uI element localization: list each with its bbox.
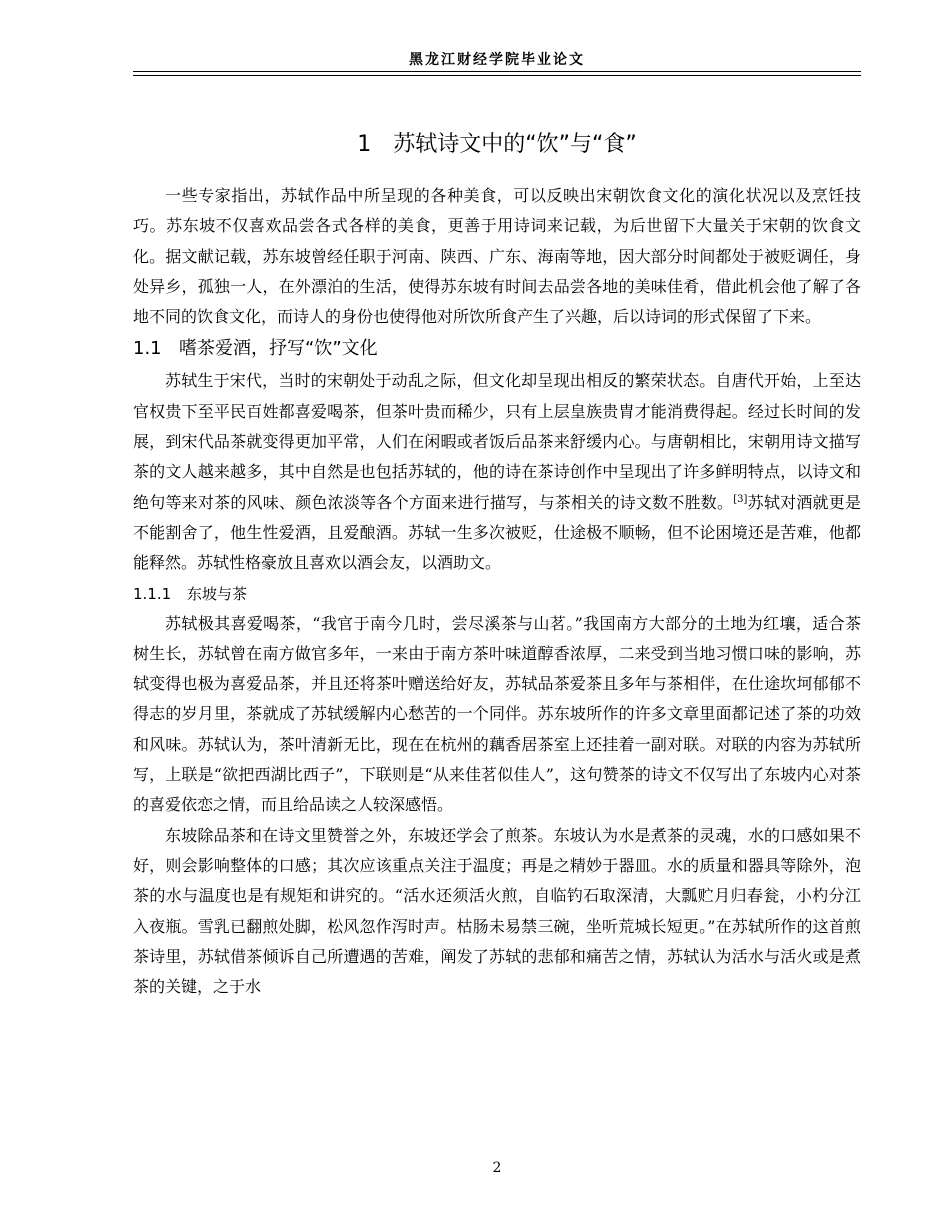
chapter-title-text: 苏轼诗文中的“饮”与“食” (393, 132, 637, 157)
page-number: 2 (492, 1160, 502, 1176)
section-heading (133, 332, 861, 366)
subsection-heading (133, 579, 861, 609)
chapter-number: 1 (357, 132, 372, 157)
chapter-title (133, 130, 861, 160)
document-body (133, 181, 861, 1002)
section-paragraph-part1: 苏轼生于宋代，当时的宋朝处于动乱之际，但文化却呈现出相反的繁荣状态。自唐代开始，上至达官权贵下至平民百姓都喜爱喝茶，但茶叶贵而稀少，只有上层皇族贵胄才能消费得起。经过长时间的发展，到宋代品茶就变得更加平常，人们在闲暇或者饭后品茶来舒缓内心。与唐朝相比，宋朝用诗文描写茶的文人越来越多，其中自然是也包括苏轼的，他的诗在茶诗创作中呈现出了许多鲜明特点，以诗文和绝句等来对茶的风味、颜色浓淡等各个方面来进行描写，与茶相关的诗文数不胜数。 (133, 371, 861, 512)
running-header: 黑龙江财经学院毕业论文 (409, 52, 585, 68)
subsection-title: 东坡与茶 (187, 584, 248, 603)
section-number: 1.1 (133, 338, 162, 360)
header-rule-thin (133, 75, 861, 76)
citation-reference: [3] (733, 493, 748, 505)
section-paragraph-part2: 苏轼对酒就更是不能割舍了，他生性爱酒，且爱酿酒。苏轼一生多次被贬，仕途极不顺畅，但不论困境还是苦难，他都能释然。苏轼性格豪放且喜欢以酒会友，以酒助文。 (133, 492, 861, 573)
intro-paragraph: 一些专家指出，苏轼作品中所呈现的各种美食，可以反映出宋朝饮食文化的演化状况以及烹饪技巧。苏东坡不仅喜欢品尝各式各样的美食，更善于用诗词来记载，为后世留下大量关于宋朝的饮食文化。据文献记载，苏东坡曾经任职于河南、陕西、广东、海南等地，因大部分时间都处于被贬调任，身处异乡，孤独一人，在外漂泊的生活，使得苏东坡有时间去品尝各地的美味佳肴，借此机会他了解了各地不同的饮食文化，而诗人的身份也使得他对所饮所食产生了兴趣，后以诗词的形式保留了下来。 (133, 186, 861, 327)
subsection-paragraph-1: 苏轼极其喜爱喝茶，“我官于南今几时，尝尽溪茶与山茗。”我国南方大部分的土地为红壤，适合茶树生长，苏轼曾在南方做官多年，一来由于南方茶叶味道醇香浓厚，二来受到当地习惯口味的影响，苏轼变得也极为喜爱品茶，并且还将茶叶赠送给好友，苏轼品茶爱茶且多年与茶相伴，在仕途坎坷郁郁不得志的岁月里，茶就成了苏轼缓解内心愁苦的一个同伴。苏东坡所作的许多文章里面都记述了茶的功效和风味。苏轼认为，茶叶清新无比，现在在杭州的藕香居茶室上还挂着一副对联。对联的内容为苏轼所写，上联是“欲把西湖比西子”，下联则是“从来佳茗似佳人”，这句赞茶的诗文不仅写出了东坡内心对茶的喜爱依恋之情，而且给品读之人较深感悟。 (133, 613, 861, 815)
section-paragraph (133, 366, 861, 578)
subsection-paragraph-2: 东坡除品茶和在诗文里赞誉之外，东坡还学会了煎茶。东坡认为水是煮茶的灵魂，水的口感如果不好，则会影响整体的口感；其次应该重点关注于温度；再是之精妙于器皿。水的质量和器具等除外，泡茶的水与温度也是有规矩和讲究的。“活水还须活火煎，自临钓石取深清，大瓢贮月归春瓮，小杓分江入夜瓶。雪乳已翻煎处脚，松风忽作泻时声。枯肠未易禁三碗，坐听荒城长短更。”在苏轼所作的这首煎茶诗里，苏轼借茶倾诉自己所遭遇的苦难，阐发了苏轼的悲郁和痛苦之情，苏轼认为活水与活火或是煮茶的关键，之于水 (133, 825, 861, 997)
header-rule-thick (133, 71, 861, 72)
section-title: 嗜茶爱酒，抒写“饮”文化 (179, 338, 378, 360)
subsection-number: 1.1.1 (133, 584, 172, 603)
